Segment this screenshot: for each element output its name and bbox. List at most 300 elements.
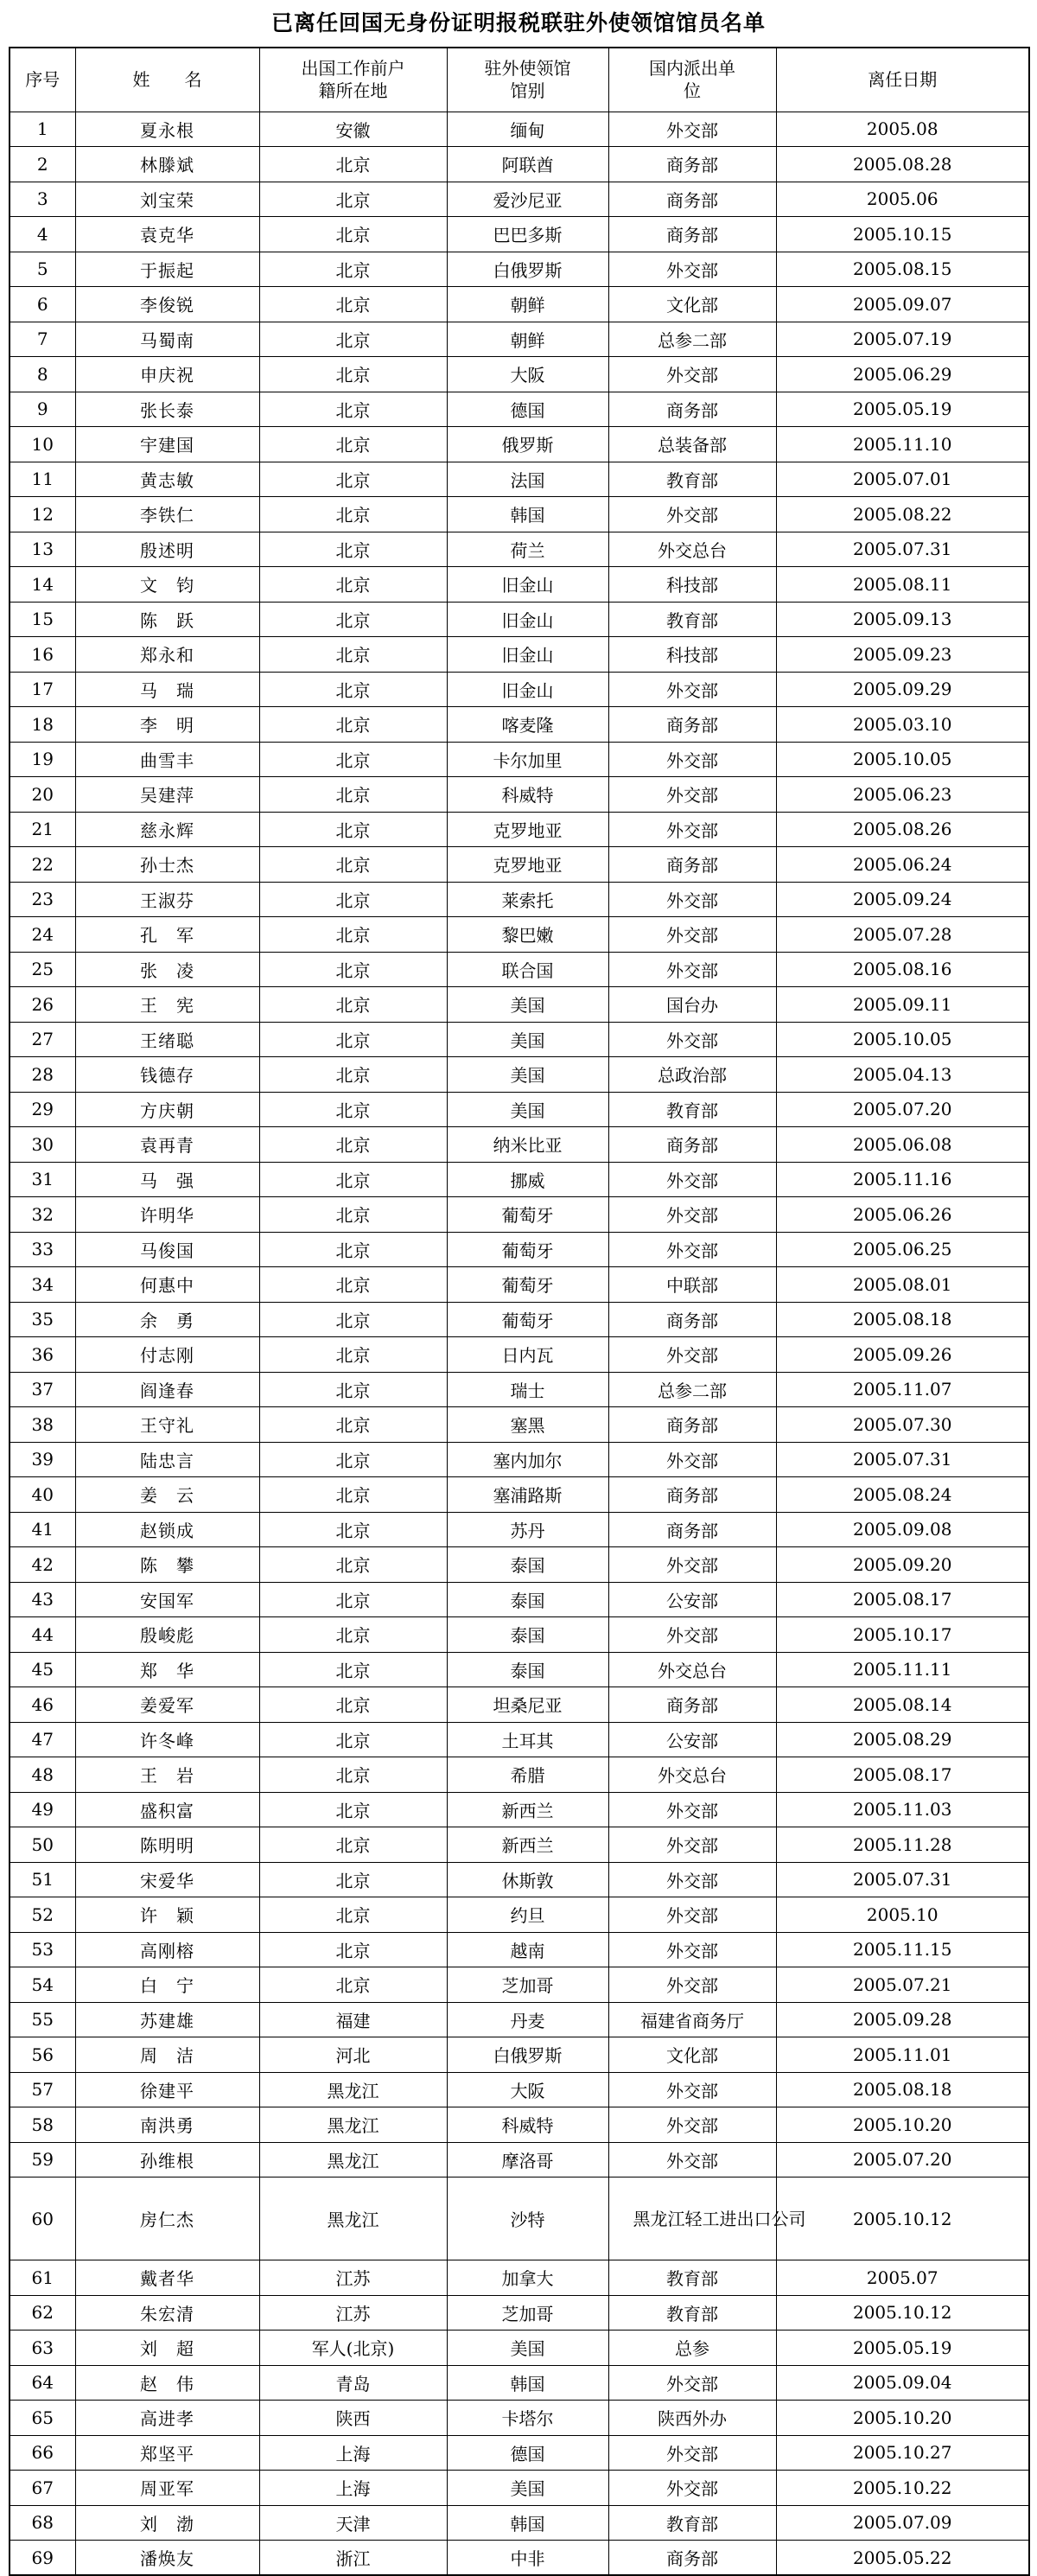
cell-no: 8 [10,357,75,392]
cell-no: 66 [10,2435,75,2471]
table-row [10,2107,1029,2143]
cell-post: 葡萄牙 [447,1302,608,1337]
cell-date: 2005.08.29 [776,1722,1029,1757]
cell-date: 2005.06 [776,182,1029,217]
cell-date: 2005.06.23 [776,777,1029,813]
cell-name: 郑 华 [75,1652,259,1687]
cell-name: 袁再青 [75,1127,259,1163]
cell-hometown: 黑龙江 [259,2142,447,2177]
cell-post: 喀麦隆 [447,707,608,743]
cell-post: 白俄罗斯 [447,252,608,287]
cell-no: 17 [10,672,75,707]
cell-name: 殷述明 [75,532,259,567]
cell-no: 14 [10,567,75,603]
cell-unit: 外交部 [608,1897,776,1933]
table-row [10,392,1029,427]
cell-hometown: 北京 [259,1687,447,1723]
cell-hometown: 北京 [259,1197,447,1233]
cell-date: 2005.09.07 [776,287,1029,322]
cell-no: 25 [10,952,75,987]
cell-unit: 教育部 [608,2260,776,2296]
cell-date: 2005.10.27 [776,2435,1029,2471]
cell-no: 5 [10,252,75,287]
cell-name: 孔 军 [75,917,259,953]
table-row [10,532,1029,567]
cell-date: 2005.06.25 [776,1232,1029,1267]
cell-hometown: 北京 [259,1967,447,2003]
table-row [10,252,1029,287]
cell-post: 巴巴多斯 [447,217,608,252]
cell-name: 房仁杰 [75,2177,259,2260]
table-row [10,1862,1029,1897]
cell-name: 余 勇 [75,1302,259,1337]
cell-hometown: 北京 [259,1827,447,1863]
cell-no: 67 [10,2471,75,2506]
cell-unit: 外交部 [608,357,776,392]
table-row [10,917,1029,953]
cell-name: 慈永辉 [75,812,259,847]
cell-date: 2005.07.21 [776,1967,1029,2003]
cell-name: 于振起 [75,252,259,287]
cell-post: 朝鲜 [447,287,608,322]
cell-name: 何惠中 [75,1267,259,1303]
cell-date: 2005.08.24 [776,1477,1029,1513]
cell-unit: 外交部 [608,1442,776,1477]
header-unit: 国内派出单位 [608,48,776,112]
cell-hometown: 北京 [259,952,447,987]
cell-unit: 外交部 [608,1967,776,2003]
cell-unit: 外交部 [608,812,776,847]
table-row [10,1022,1029,1057]
cell-no: 36 [10,1337,75,1373]
cell-unit: 外交部 [608,882,776,917]
cell-unit: 外交部 [608,2365,776,2401]
cell-date: 2005.10.20 [776,2401,1029,2436]
cell-no: 34 [10,1267,75,1303]
cell-unit: 商务部 [608,847,776,883]
cell-hometown: 河北 [259,2037,447,2073]
cell-no: 26 [10,987,75,1023]
cell-post: 旧金山 [447,567,608,603]
cell-unit: 教育部 [608,602,776,637]
cell-unit: 外交部 [608,1022,776,1057]
table-row [10,2072,1029,2107]
cell-post: 日内瓦 [447,1337,608,1373]
cell-date: 2005.11.07 [776,1372,1029,1407]
cell-post: 旧金山 [447,602,608,637]
cell-no: 69 [10,2541,75,2576]
cell-post: 阿联酋 [447,147,608,182]
table-row [10,1582,1029,1617]
cell-no: 43 [10,1582,75,1617]
cell-date: 2005.09.08 [776,1512,1029,1547]
cell-date: 2005.08.18 [776,2072,1029,2107]
cell-date: 2005.07.31 [776,1862,1029,1897]
table-row [10,287,1029,322]
cell-hometown: 北京 [259,812,447,847]
cell-post: 丹麦 [447,2002,608,2037]
cell-date: 2005.11.16 [776,1162,1029,1197]
cell-hometown: 北京 [259,217,447,252]
table-row [10,637,1029,673]
cell-date: 2005.08.15 [776,252,1029,287]
cell-hometown: 北京 [259,1022,447,1057]
cell-post: 泰国 [447,1652,608,1687]
cell-no: 30 [10,1127,75,1163]
cell-hometown: 北京 [259,1267,447,1303]
cell-unit: 外交部 [608,252,776,287]
cell-date: 2005.11.03 [776,1792,1029,1827]
cell-date: 2005.11.10 [776,427,1029,462]
cell-unit: 中联部 [608,1267,776,1303]
cell-no: 61 [10,2260,75,2296]
cell-unit: 外交部 [608,2107,776,2143]
cell-date: 2005.10.17 [776,1617,1029,1653]
cell-post: 休斯敦 [447,1862,608,1897]
cell-date: 2005.09.29 [776,672,1029,707]
cell-unit: 外交部 [608,1827,776,1863]
cell-date: 2005.08.11 [776,567,1029,603]
table-row [10,2401,1029,2436]
cell-date: 2005.08.26 [776,812,1029,847]
cell-hometown: 北京 [259,602,447,637]
cell-date: 2005.07.31 [776,1442,1029,1477]
table-row [10,1442,1029,1477]
table-row [10,1337,1029,1373]
cell-post: 缅甸 [447,112,608,147]
cell-no: 47 [10,1722,75,1757]
cell-no: 40 [10,1477,75,1513]
cell-hometown: 北京 [259,1337,447,1373]
cell-name: 申庆祝 [75,357,259,392]
cell-name: 殷峻彪 [75,1617,259,1653]
table-row [10,602,1029,637]
cell-post: 美国 [447,1022,608,1057]
cell-no: 15 [10,602,75,637]
cell-date: 2005.03.10 [776,707,1029,743]
cell-unit: 商务部 [608,1512,776,1547]
table-row [10,112,1029,147]
cell-hometown: 江苏 [259,2260,447,2296]
cell-name: 高刚榕 [75,1932,259,1967]
cell-unit: 教育部 [608,1092,776,1127]
cell-hometown: 北京 [259,917,447,953]
cell-hometown: 上海 [259,2471,447,2506]
cell-name: 马蜀南 [75,322,259,357]
table-row [10,1512,1029,1547]
table-row [10,1827,1029,1863]
cell-name: 陆忠言 [75,1442,259,1477]
cell-name: 林滕斌 [75,147,259,182]
cell-date: 2005.10.22 [776,2471,1029,2506]
cell-post: 摩洛哥 [447,2142,608,2177]
cell-hometown: 北京 [259,357,447,392]
cell-unit: 教育部 [608,2505,776,2541]
cell-date: 2005.10.15 [776,217,1029,252]
cell-no: 63 [10,2331,75,2366]
cell-hometown: 北京 [259,1057,447,1093]
header-date: 离任日期 [776,48,1029,112]
cell-date: 2005.08.28 [776,147,1029,182]
cell-no: 57 [10,2072,75,2107]
cell-name: 赵 伟 [75,2365,259,2401]
cell-date: 2005.09.04 [776,2365,1029,2401]
cell-name: 许明华 [75,1197,259,1233]
cell-hometown: 浙江 [259,2541,447,2576]
cell-unit: 外交部 [608,1232,776,1267]
table-row [10,952,1029,987]
cell-name: 高进孝 [75,2401,259,2436]
cell-name: 潘焕友 [75,2541,259,2576]
cell-name: 李俊锐 [75,287,259,322]
cell-name: 文 钧 [75,567,259,603]
cell-hometown: 北京 [259,182,447,217]
cell-hometown: 北京 [259,1162,447,1197]
cell-no: 11 [10,462,75,497]
cell-no: 58 [10,2107,75,2143]
cell-post: 大阪 [447,357,608,392]
cell-name: 张长泰 [75,392,259,427]
cell-post: 联合国 [447,952,608,987]
cell-no: 45 [10,1652,75,1687]
cell-post: 纳米比亚 [447,1127,608,1163]
table-row [10,812,1029,847]
cell-date: 2005.08.16 [776,952,1029,987]
cell-post: 旧金山 [447,637,608,673]
cell-name: 南洪勇 [75,2107,259,2143]
cell-post: 科威特 [447,2107,608,2143]
cell-unit: 商务部 [608,1127,776,1163]
cell-date: 2005.07 [776,2260,1029,2296]
cell-unit: 外交部 [608,777,776,813]
cell-name: 苏建雄 [75,2002,259,2037]
cell-date: 2005.09.28 [776,2002,1029,2037]
cell-no: 35 [10,1302,75,1337]
cell-unit: 外交总台 [608,532,776,567]
cell-hometown: 黑龙江 [259,2107,447,2143]
table-row [10,2435,1029,2471]
cell-post: 土耳其 [447,1722,608,1757]
table-row [10,1932,1029,1967]
cell-hometown: 北京 [259,1547,447,1583]
cell-no: 3 [10,182,75,217]
cell-no: 42 [10,1547,75,1583]
cell-name: 赵锁成 [75,1512,259,1547]
cell-post: 美国 [447,2331,608,2366]
cell-unit: 国台办 [608,987,776,1023]
cell-date: 2005.06.29 [776,357,1029,392]
cell-date: 2005.11.11 [776,1652,1029,1687]
cell-hometown: 北京 [259,847,447,883]
cell-no: 13 [10,532,75,567]
cell-unit: 外交部 [608,2142,776,2177]
table-row [10,742,1029,777]
cell-name: 马 强 [75,1162,259,1197]
cell-name: 姜爱军 [75,1687,259,1723]
table-row [10,882,1029,917]
table-row [10,217,1029,252]
cell-name: 王 岩 [75,1757,259,1793]
table-row [10,847,1029,883]
cell-date: 2005.05.19 [776,392,1029,427]
cell-unit: 科技部 [608,567,776,603]
cell-hometown: 北京 [259,1372,447,1407]
cell-post: 白俄罗斯 [447,2037,608,2073]
cell-post: 美国 [447,2471,608,2506]
cell-name: 孙士杰 [75,847,259,883]
roster-body [10,112,1029,2575]
cell-name: 陈 攀 [75,1547,259,1583]
table-row [10,2295,1029,2331]
cell-no: 31 [10,1162,75,1197]
cell-unit: 公安部 [608,1582,776,1617]
table-row [10,1267,1029,1303]
cell-unit: 外交部 [608,1792,776,1827]
cell-name: 宇建国 [75,427,259,462]
cell-unit: 商务部 [608,1302,776,1337]
table-row [10,672,1029,707]
cell-no: 55 [10,2002,75,2037]
cell-hometown: 北京 [259,252,447,287]
cell-post: 中非 [447,2541,608,2576]
table-row [10,777,1029,813]
cell-no: 52 [10,1897,75,1933]
cell-hometown: 北京 [259,987,447,1023]
cell-name: 周 洁 [75,2037,259,2073]
cell-hometown: 北京 [259,1442,447,1477]
cell-unit: 外交部 [608,742,776,777]
header-post: 驻外使领馆馆别 [447,48,608,112]
cell-unit: 教育部 [608,2295,776,2331]
cell-unit: 外交部 [608,672,776,707]
cell-hometown: 北京 [259,1407,447,1443]
cell-name: 阎逢春 [75,1372,259,1407]
cell-post: 沙特 [447,2177,608,2260]
table-row [10,1302,1029,1337]
cell-post: 克罗地亚 [447,812,608,847]
cell-no: 22 [10,847,75,883]
cell-hometown: 黑龙江 [259,2072,447,2107]
cell-date: 2005.10.20 [776,2107,1029,2143]
cell-post: 瑞士 [447,1372,608,1407]
table-row [10,1477,1029,1513]
cell-date: 2005.05.22 [776,2541,1029,2576]
cell-hometown: 北京 [259,1652,447,1687]
table-row [10,182,1029,217]
cell-post: 泰国 [447,1617,608,1653]
cell-name: 郑永和 [75,637,259,673]
cell-unit: 总装备部 [608,427,776,462]
cell-name: 袁克华 [75,217,259,252]
cell-post: 卡塔尔 [447,2401,608,2436]
cell-name: 黄志敏 [75,462,259,497]
cell-no: 1 [10,112,75,147]
cell-unit: 商务部 [608,217,776,252]
table-row [10,2365,1029,2401]
cell-unit: 黑龙江轻工进出口公司 [608,2177,776,2260]
cell-unit: 外交部 [608,917,776,953]
cell-post: 新西兰 [447,1792,608,1827]
cell-date: 2005.10.12 [776,2295,1029,2331]
header-row [10,48,1029,112]
cell-post: 越南 [447,1932,608,1967]
cell-hometown: 北京 [259,567,447,603]
cell-hometown: 北京 [259,882,447,917]
table-row [10,2541,1029,2576]
cell-post: 塞内加尔 [447,1442,608,1477]
cell-hometown: 北京 [259,147,447,182]
cell-date: 2005.07.20 [776,2142,1029,2177]
cell-post: 芝加哥 [447,1967,608,2003]
cell-name: 徐建平 [75,2072,259,2107]
table-row [10,1197,1029,1233]
cell-date: 2005.07.28 [776,917,1029,953]
header-name: 姓 名 [75,48,259,112]
cell-hometown: 北京 [259,1512,447,1547]
cell-unit: 外交部 [608,1617,776,1653]
cell-date: 2005.08.14 [776,1687,1029,1723]
cell-unit: 外交部 [608,2072,776,2107]
cell-no: 37 [10,1372,75,1407]
cell-hometown: 北京 [259,497,447,532]
cell-no: 6 [10,287,75,322]
cell-name: 许冬峰 [75,1722,259,1757]
cell-post: 俄罗斯 [447,427,608,462]
cell-no: 38 [10,1407,75,1443]
cell-hometown: 北京 [259,1862,447,1897]
cell-unit: 外交总台 [608,1652,776,1687]
cell-unit: 总参 [608,2331,776,2366]
table-row [10,357,1029,392]
cell-name: 孙维根 [75,2142,259,2177]
cell-hometown: 北京 [259,1127,447,1163]
table-row [10,462,1029,497]
cell-unit: 总政治部 [608,1057,776,1093]
cell-date: 2005.07.30 [776,1407,1029,1443]
cell-unit: 商务部 [608,147,776,182]
cell-name: 马 瑞 [75,672,259,707]
cell-no: 48 [10,1757,75,1793]
cell-name: 王淑芬 [75,882,259,917]
table-row [10,322,1029,357]
cell-date: 2005.07.19 [776,322,1029,357]
cell-unit: 外交部 [608,2435,776,2471]
cell-hometown: 福建 [259,2002,447,2037]
header-no: 序号 [10,48,75,112]
cell-hometown: 北京 [259,1477,447,1513]
cell-date: 2005.10.05 [776,742,1029,777]
cell-unit: 商务部 [608,392,776,427]
cell-name: 方庆朝 [75,1092,259,1127]
cell-unit: 文化部 [608,2037,776,2073]
table-row [10,1372,1029,1407]
cell-hometown: 北京 [259,462,447,497]
table-row [10,1967,1029,2003]
cell-name: 姜 云 [75,1477,259,1513]
cell-hometown: 北京 [259,427,447,462]
cell-unit: 外交部 [608,497,776,532]
cell-no: 24 [10,917,75,953]
cell-date: 2005.08.17 [776,1582,1029,1617]
table-row [10,1897,1029,1933]
cell-post: 美国 [447,1092,608,1127]
cell-date: 2005.07.31 [776,532,1029,567]
cell-no: 41 [10,1512,75,1547]
cell-hometown: 安徽 [259,112,447,147]
table-row [10,1687,1029,1723]
cell-name: 曲雪丰 [75,742,259,777]
table-row [10,567,1029,603]
